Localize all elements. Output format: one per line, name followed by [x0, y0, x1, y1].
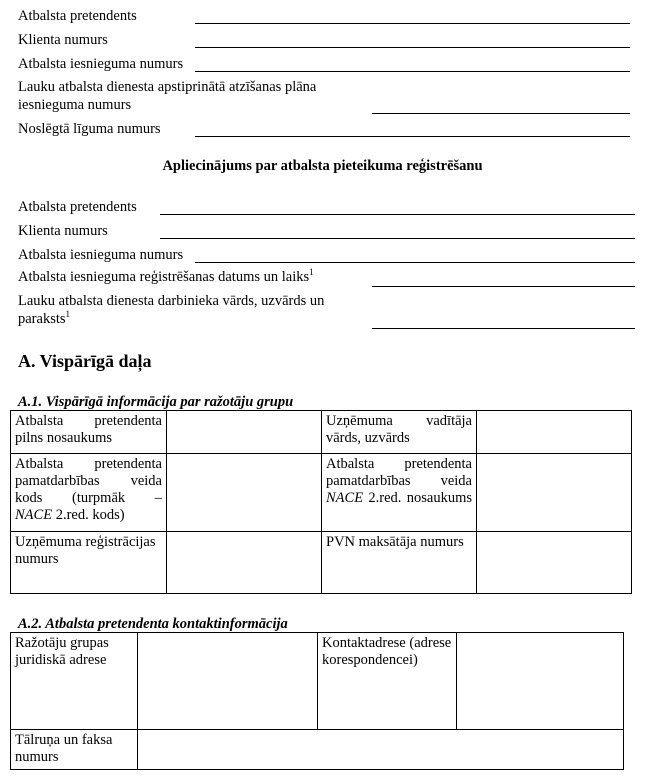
client-number-input-line[interactable]: [195, 47, 630, 48]
plan-number-input-line[interactable]: [372, 113, 630, 114]
a1-title: A.1. Vispārīgā informācija par ražotāju grupu: [18, 394, 294, 410]
nace-code-cell[interactable]: [167, 454, 322, 532]
table-row: [11, 532, 632, 594]
field-label: Lauku atbalsta dienesta apstiprinātā atzīšanas plāna iesnieguma numurs: [18, 79, 317, 113]
officer-signature-input-line[interactable]: [372, 328, 635, 329]
table-label-cell: Atbalsta pretendenta pamatdarbības veida NACE 2.red. nosaukums: [322, 454, 477, 532]
field-label-with-footnote: [18, 268, 314, 286]
field-label: Atbalsta pretendents: [18, 199, 137, 215]
applicant-full-name-cell[interactable]: [167, 411, 322, 454]
field-label-with-footnote: [18, 292, 368, 328]
applicant-input-line[interactable]: [160, 214, 635, 215]
table-row: [11, 454, 632, 532]
field-label: Atbalsta pretendents: [18, 8, 137, 24]
field-label: Noslēgtā līguma numurs: [18, 121, 161, 137]
field-label: Lauku atbalsta dienesta darbinieka vārds, uzvārds un paraksts: [18, 293, 325, 327]
nace-name-cell[interactable]: [477, 454, 632, 532]
table-label-cell: Tālruņa un faksa numurs: [11, 730, 138, 770]
table-label-cell: Uzņēmuma reģistrācijas numurs: [11, 532, 167, 594]
section-a-title: A. Vispārīgā daļa: [18, 351, 152, 371]
field-label: Klienta numurs: [18, 223, 108, 239]
application-number-input-line[interactable]: [195, 71, 630, 72]
field-label: Atbalsta iesnieguma numurs: [18, 247, 184, 263]
phone-fax-cell[interactable]: [138, 730, 624, 770]
field-label: Atbalsta iesnieguma numurs: [18, 56, 184, 72]
table-label-cell: Uzņēmuma vadītāja vārds, uzvārds: [322, 411, 477, 454]
applicant-input-line[interactable]: [195, 23, 630, 24]
table-row: [11, 633, 624, 730]
application-number-input-line[interactable]: [195, 262, 635, 263]
table-label-cell: Atbalsta pretendenta pamatdarbības veida kods (turpmāk – NACE 2.red. kods): [11, 454, 167, 532]
vat-number-cell[interactable]: [477, 532, 632, 594]
field-label: Atbalsta iesnieguma reģistrēšanas datums un laiks: [18, 269, 310, 285]
table-row: [11, 730, 624, 770]
table-row: [11, 411, 632, 454]
contact-address-cell[interactable]: [457, 633, 624, 730]
footnote-marker: 1: [65, 309, 71, 320]
field-label: Klienta numurs: [18, 32, 108, 48]
contract-number-input-line[interactable]: [195, 136, 630, 137]
registration-datetime-input-line[interactable]: [372, 286, 635, 287]
legal-address-cell[interactable]: [138, 633, 318, 730]
footnote-marker: 1: [309, 267, 314, 278]
a2-table: [10, 632, 624, 770]
table-label-cell: Kontaktadrese (adrese korespondencei): [318, 633, 457, 730]
a1-table: [10, 410, 632, 594]
table-label-cell: Atbalsta pretendenta pilns nosaukums: [11, 411, 167, 454]
registration-number-cell[interactable]: [167, 532, 322, 594]
a2-title: A.2. Atbalsta pretendenta kontaktinformācija: [18, 616, 288, 632]
table-label-cell: Ražotāju grupas juridiskā adrese: [11, 633, 138, 730]
client-number-input-line[interactable]: [160, 238, 635, 239]
table-label-cell: PVN maksātāja numurs: [322, 532, 477, 594]
manager-name-cell[interactable]: [477, 411, 632, 454]
confirmation-title: Apliecinājums par atbalsta pieteikuma reģistrēšanu: [162, 158, 483, 174]
